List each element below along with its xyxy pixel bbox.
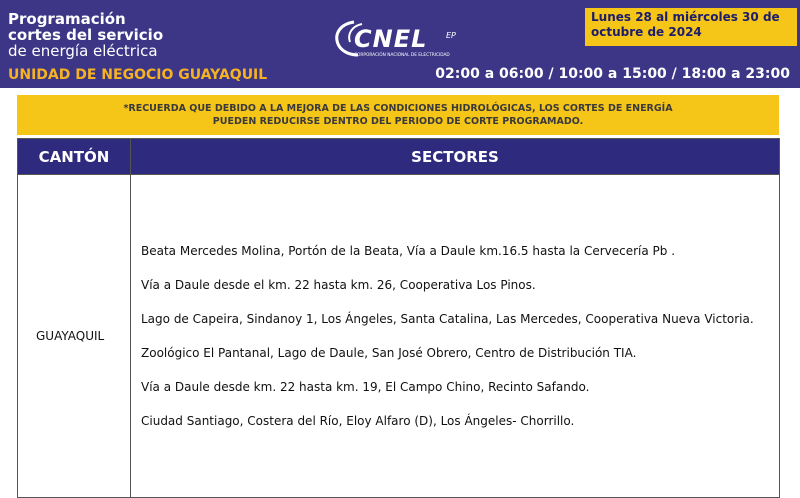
table-header-row (18, 139, 780, 175)
sector-line: Zoológico El Pantanal, Lago de Daule, San José Obrero, Centro de Distribución TIA. (141, 346, 637, 360)
logo-wordmark: CNEL (354, 25, 428, 53)
business-unit-label: UNIDAD DE NEGOCIO GUAYAQUIL (8, 67, 268, 83)
notice-line-1: *RECUERDA QUE DEBIDO A LA MEJORA DE LAS CONDICIONES HIDROLÓGICAS, LOS CORTES DE ENERGÍA (123, 103, 673, 114)
header-canton: CANTÓN (18, 139, 131, 175)
sector-line: Lago de Capeira, Sindanoy 1, Los Ángeles, Santa Catalina, Las Mercedes, Cooperativa Nueva Victoria. (141, 312, 754, 326)
cnel-logo (332, 18, 482, 60)
cnel-logo-mark (332, 18, 482, 60)
program-title (8, 11, 163, 59)
notice-line-2: PUEDEN REDUCIRSE DENTRO DEL PERIODO DE CORTE PROGRAMADO. (212, 116, 584, 127)
hydrological-notice (17, 95, 779, 135)
table-row (18, 175, 780, 498)
logo-subtitle: CORPORACIÓN NACIONAL DE ELECTRICIDAD (354, 53, 450, 58)
program-title-line-3: de energía eléctrica (8, 42, 158, 60)
sector-line: Beata Mercedes Molina, Portón de la Beata, Vía a Daule km.16.5 hasta la Cervecería Pb . (141, 244, 676, 258)
program-title-line-2: cortes del servicio (8, 26, 164, 44)
logo-suffix: EP (446, 31, 456, 40)
schedule-table (17, 138, 780, 498)
program-title-line-1: Programación (8, 10, 126, 28)
sectors-cell (131, 175, 780, 498)
header-banner (0, 0, 800, 88)
date-range-box: Lunes 28 al miércoles 30 de octubre de 2024 (585, 8, 797, 46)
canton-cell: GUAYAQUIL (18, 175, 131, 498)
sector-line: Vía a Daule desde km. 22 hasta km. 19, El Campo Chino, Recinto Safando. (141, 380, 590, 394)
sector-line: Ciudad Santiago, Costera del Río, Eloy Alfaro (D), Los Ángeles- Chorrillo. (141, 414, 575, 428)
header-sectors: SECTORES (131, 139, 780, 175)
time-slots: 02:00 a 06:00 / 10:00 a 15:00 / 18:00 a 23:00 (435, 66, 790, 82)
sector-line: Vía a Daule desde el km. 22 hasta km. 26, Cooperativa Los Pinos. (141, 278, 536, 292)
